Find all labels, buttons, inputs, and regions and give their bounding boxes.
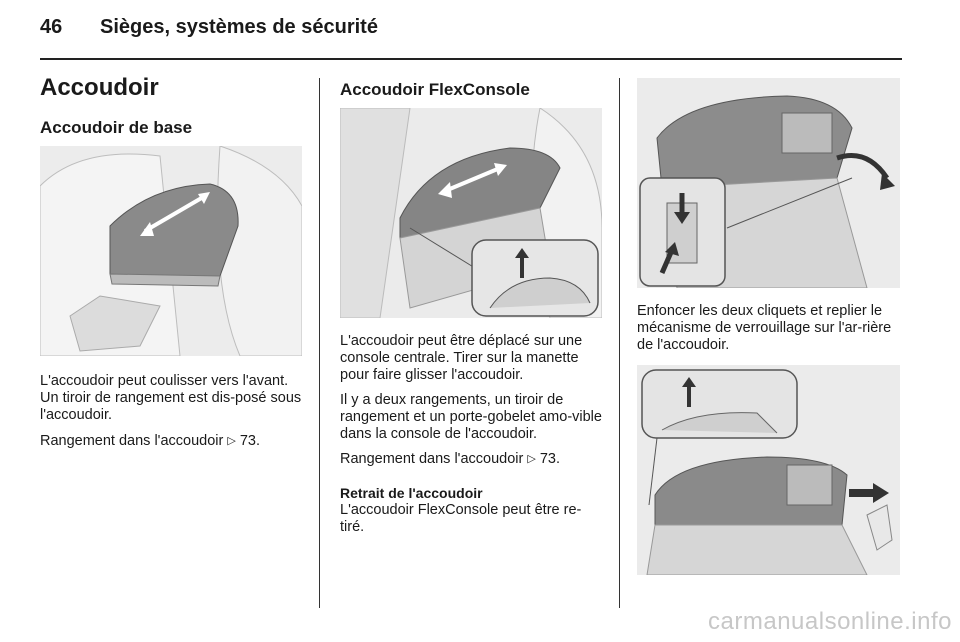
flexconsole-storage-ref xyxy=(340,451,605,468)
page-number: 46 xyxy=(40,16,63,38)
subheading-basic-armrest: Accoudoir de base xyxy=(40,118,193,137)
flexconsole-text-2: Il y a deux rangements, un tiroir de rangement et un porte-gobelet amo-vible dans la console de l'accoudoir. xyxy=(340,392,602,442)
page-reference-link[interactable] xyxy=(227,433,260,449)
column-divider xyxy=(619,78,620,608)
flexconsole-text-1: L'accoudoir peut être déplacé sur une console centrale. Tirer sur la manette pour faire glisser l'accoudoir. xyxy=(340,333,583,383)
flexconsole-illustration xyxy=(340,108,602,318)
page-reference-icon: ▷ xyxy=(227,435,236,447)
storage-ref-text: Rangement dans l'accoudoir xyxy=(40,433,224,449)
basic-armrest-text: L'accoudoir peut coulisser vers l'avant. Un tiroir de rangement est dis-posé sous l'accoudoir. xyxy=(40,373,302,423)
page-reference-icon: ▷ xyxy=(527,453,536,465)
subheading-removal: Retrait de l'accoudoir xyxy=(340,485,483,501)
page-reference-number: 73. xyxy=(539,451,561,467)
storage-ref-text: Rangement dans l'accoudoir xyxy=(340,451,524,467)
basic-armrest-storage-ref xyxy=(40,433,305,450)
flexconsole-removal-text: L'accoudoir FlexConsole peut être re-tiré. xyxy=(340,502,582,535)
page-reference-link[interactable] xyxy=(527,451,560,467)
section-title: Sièges, systèmes de sécurité xyxy=(100,16,378,38)
watermark: carmanualsonline.info xyxy=(708,608,952,635)
main-heading: Accoudoir xyxy=(40,74,159,101)
header-divider xyxy=(40,58,902,60)
page-header xyxy=(40,16,902,50)
subheading-flexconsole: Accoudoir FlexConsole xyxy=(340,80,530,99)
column-divider xyxy=(319,78,320,608)
armrest-removal-illustration xyxy=(637,365,900,575)
latch-release-illustration xyxy=(637,78,900,288)
basic-armrest-illustration xyxy=(40,146,302,356)
page-reference-number: 73. xyxy=(239,433,261,449)
latch-release-text: Enfoncer les deux cliquets et replier le mécanisme de verrouillage sur l'ar-rière de l'accoudoir. xyxy=(637,303,892,353)
